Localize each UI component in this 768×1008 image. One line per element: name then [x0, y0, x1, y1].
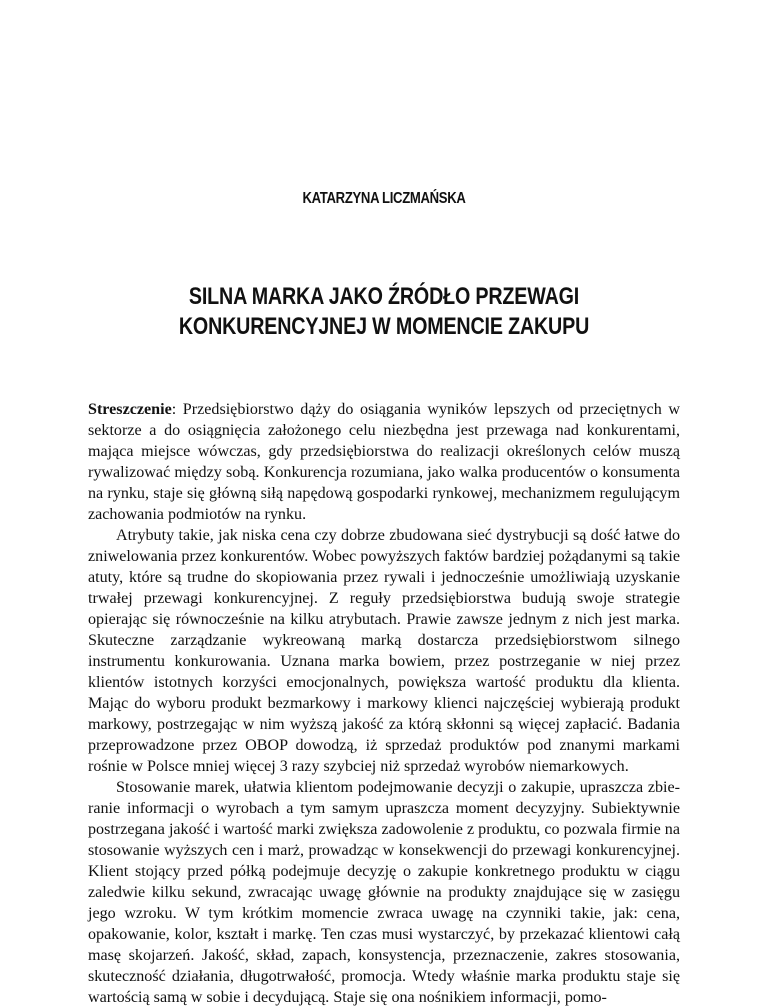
- body-paragraph-3: Stosowanie marek, ułatwia klientom podejmowanie decyzji o zakupie, upraszcza zbieranie informacji o wyrobach a tym samym upraszcza moment decyzyjny. Subiektywnie postrzegana jakość i wartość marki zwiększa zadowolenie z produktu, co pozwala firmie na stosowanie wyższych cen i marż, prowadząc w konsekwencji do przewagi konkurencyjnej. Klient stojący przed półką podejmuje decyzję o zakupie konkretnego produktu w ciągu zaledwie kilku sekund, zwracając uwagę głównie na produkty znajdujące się w zasięgu jego wzroku. W tym krótkim momencie zwraca uwagę na czynniki takie, jak: cena, opakowanie, kolor, kształt i markę. Ten czas musi wystarczyć, by przekazać klientowi całą masę skojarzeń. Jakość, skład, zapach, konsystencja, przeznaczenie, zakres stosowania, skuteczność działania, długotrwałość, promocja. Wtedy właśnie marka produktu staje się wartością samą w sobie i decydującą. Staje się ona nośnikiem informacji, pomo-: [88, 779, 680, 1006]
- title-line-1: SILNA MARKA JAKO ŹRÓDŁO PRZEWAGI: [188, 283, 580, 310]
- body-paragraph-2: Atrybuty takie, jak niska cena czy dobrze zbudowana sieć dystrybucji są dość łatwe do zniwelowania przez konkurentów. Wobec powyższych faktów bardziej pożądanymi są takie atuty, które są trudne do skopiowania przez rywali i jednocześnie umożliwiają uzyskanie trwałej przewagi konkurencyjnej. Z reguły przedsiębiorstwa budują swoje strategie opierając się równocześnie na kilku atrybutach. Prawie zawsze jednym z nich jest marka. Skuteczne zarządzanie wykreowaną marką dostarcza przedsiębiorstwom silnego instrumentu konkurowania. Uznana marka bowiem, przez postrzeganie w niej przez klientów istotnych korzyści emocjonalnych, powiększa wartość produktu dla klienta. Mając do wyboru produkt bezmarkowy i markowy klienci najczęściej wybierają produkt markowy, postrzegając w nim wyższą jakość za którą skłonni są więcej zapłacić. Badania przeprowadzone przez OBOP dowodzą, iż sprzedaż produktów pod znanymi markami rośnie w Polsce mniej więcej 3 razy szybciej niż sprzedaż wyrobów niemarkowych.: [88, 527, 680, 775]
- article-title: [69, 282, 699, 342]
- title-line-2: KONKURENCYJNEJ W MOMENCIE ZAKUPU: [178, 313, 590, 340]
- article-body: [88, 399, 680, 1008]
- abstract-label: Streszczenie: [88, 401, 172, 418]
- author-name: KATARZYNA LICZMAŃSKA: [302, 190, 466, 207]
- abstract-paragraph: [88, 399, 680, 525]
- abstract-text: : Przedsiębiorstwo dąży do osiągania wyników lepszych od przeciętnych w sektorze a do osiągnięcia założonego celu niezbędna jest przewaga nad konkurentami, mająca miejsce wówczas, gdy przedsiębiorstwa do realizacji określonych celów muszą rywalizować między sobą. Konkurencja rozumiana, jako walka producentów o konsumenta na rynku, staje się główną siłą napędową gospodarki rynkowej, mechanizmem regulującym zachowania podmiotów na rynku.: [88, 401, 680, 523]
